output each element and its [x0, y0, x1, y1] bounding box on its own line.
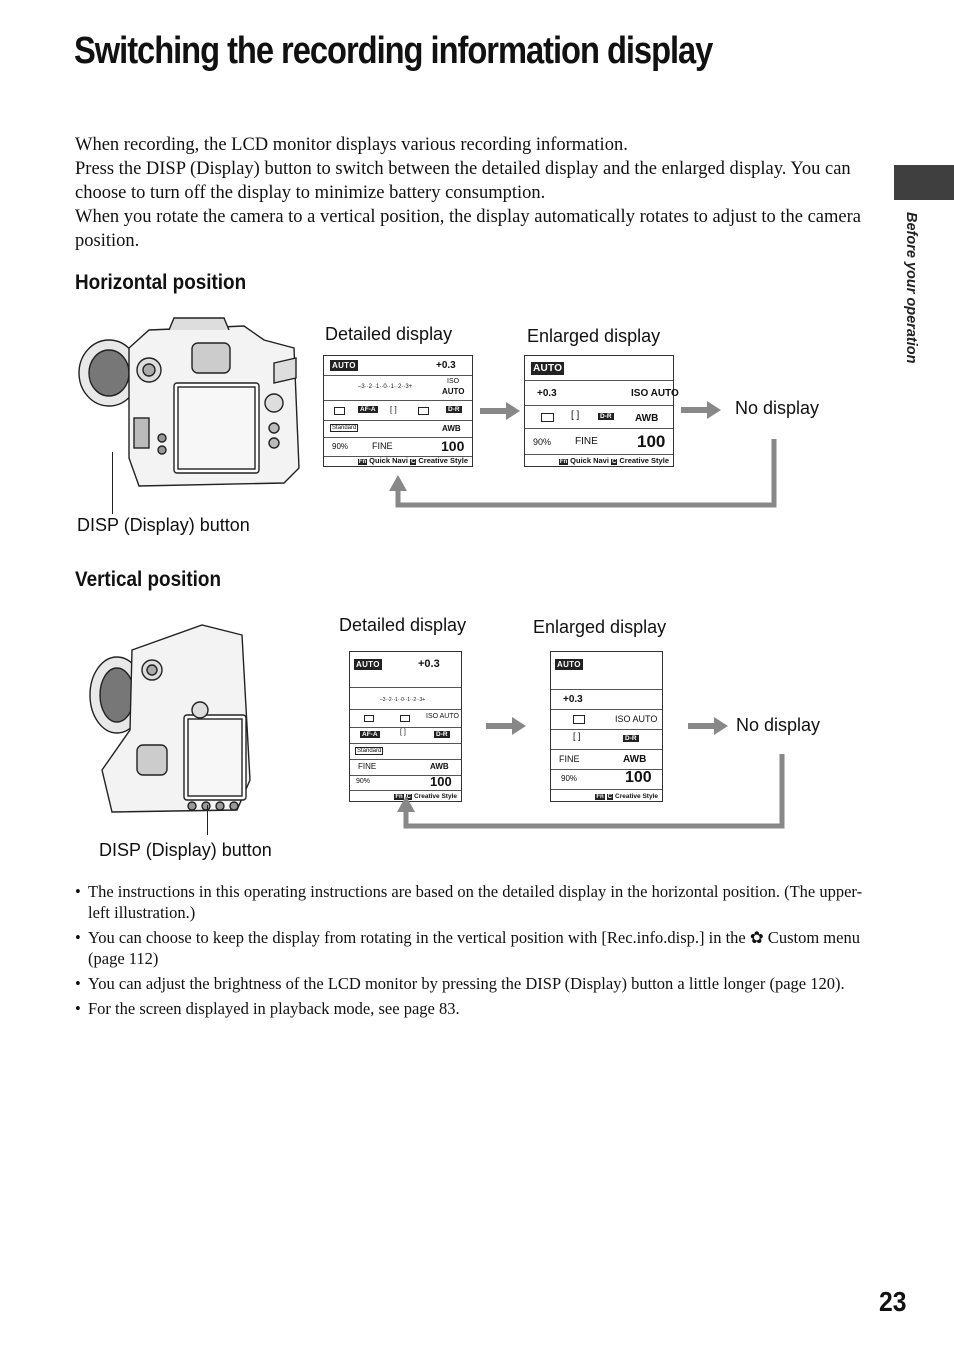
intro-paragraph: Press the DISP (Display) button to switch between the detailed display and the enlarged display. You can choose to turn off the display to minimize battery consumption. [75, 159, 851, 203]
drive-mode-icon [364, 715, 374, 722]
disp-button-caption: DISP (Display) button [99, 840, 272, 860]
auto-mode-icon: AUTO [332, 361, 356, 370]
camera-back-illustration [74, 318, 304, 498]
intro-paragraph: When recording, the LCD monitor displays various recording information. [75, 135, 628, 155]
notes-list [75, 881, 875, 1023]
af-mode-icon: AF-A [362, 731, 378, 738]
af-area-icon: [ ] [400, 729, 406, 736]
af-mode-icon: AF-A [360, 406, 376, 413]
image-quality: FINE [358, 762, 377, 771]
dro-icon: D-R [625, 735, 637, 742]
iso-auto-value: ISO AUTO [426, 713, 459, 720]
battery-level: 90% [561, 774, 578, 783]
image-quality: FINE [372, 441, 393, 451]
creative-style-label: Creative Style [414, 793, 457, 800]
note-item: • You can choose to keep the display from rotating in the vertical position with [Rec.info.disp.] in the ✿ Custom menu (page 112) [75, 928, 860, 968]
battery-level: 90% [533, 437, 552, 447]
c-key-icon: C [612, 459, 617, 465]
fn-key-icon: Fn [358, 459, 367, 465]
remaining-shots: 100 [637, 432, 666, 451]
arrow-right-icon [688, 717, 728, 735]
drive-mode-icon [541, 413, 554, 422]
note-text: The instructions in this operating instructions are based on the detailed display in the horizontal position. (The upper-left illustration.) [88, 882, 863, 922]
image-quality: FINE [559, 754, 580, 764]
vertical-heading: Vertical position [75, 568, 221, 591]
enlarged-display-caption: Enlarged display [527, 326, 661, 346]
dro-icon: D-R [436, 731, 448, 738]
page-title: Switching the recording information display [74, 30, 713, 72]
creative-style-icon: Standard [357, 748, 382, 754]
detailed-display-caption: Detailed display [325, 324, 453, 344]
enlarged-display-caption: Enlarged display [533, 617, 667, 637]
arrow-right-icon [486, 717, 526, 735]
fn-key-icon: Fn [596, 794, 604, 800]
image-quality: FINE [575, 436, 598, 447]
arrow-right-icon [480, 402, 520, 420]
exposure-value: +0.3 [436, 360, 456, 371]
c-key-icon: C [607, 794, 612, 800]
exposure-scale: –3··2··1··0··1··2··3+ [380, 697, 426, 703]
arrow-right-icon [681, 401, 721, 419]
creative-style-label: Creative Style [615, 793, 658, 800]
iso-auto-value: ISO AUTO [615, 714, 658, 724]
disp-button-leader-line [112, 452, 113, 514]
auto-mode-icon: AUTO [356, 660, 380, 669]
return-loop-arrow [388, 437, 780, 509]
exposure-scale: –3··2··1··0··1··2··3+ [358, 384, 413, 390]
white-balance: AWB [635, 413, 659, 424]
drive-mode-icon [573, 715, 585, 724]
c-key-icon: C [411, 459, 416, 465]
exposure-value: +0.3 [418, 658, 440, 670]
note-item: • You can adjust the brightness of the LCD monitor by pressing the DISP (Display) button a little longer (page 120). [75, 974, 845, 993]
note-text: You can adjust the brightness of the LCD monitor by pressing the DISP (Display) button a little longer (page 120). [88, 974, 845, 993]
af-area-icon: [ ] [571, 410, 580, 421]
white-balance: AWB [430, 762, 449, 771]
return-loop-arrow [396, 752, 788, 832]
metering-icon [400, 715, 410, 722]
metering-icon [418, 407, 429, 415]
section-side-label: Before your operation [903, 212, 919, 364]
note-text: You can choose to keep the display from rotating in the vertical position with [Rec.info.disp.] in the ✿ Custom menu (page 112) [88, 928, 860, 968]
dro-icon: D-R [448, 406, 460, 413]
battery-level: 90% [356, 778, 371, 785]
iso-auto-value: AUTO [442, 387, 465, 396]
remaining-shots: 100 [625, 769, 652, 786]
exposure-value: +0.3 [537, 388, 557, 399]
c-key-icon: C [406, 794, 411, 800]
horizontal-heading: Horizontal position [75, 271, 247, 294]
camera-vertical-illustration [82, 620, 262, 820]
dro-icon: D-R [600, 413, 612, 420]
remaining-shots: 100 [441, 438, 465, 454]
creative-style-label: Creative Style [418, 456, 468, 465]
section-tab-marker [894, 165, 954, 200]
white-balance: AWB [623, 754, 647, 765]
intro-paragraph: When you rotate the camera to a vertical position, the display automatically rotates to adjust to the camera position. [75, 207, 861, 251]
fn-key-icon: Fn [559, 459, 568, 465]
quick-navi-label: Quick Navi [369, 456, 408, 465]
no-display-label: No display [735, 398, 820, 418]
drive-mode-icon [334, 407, 345, 415]
fn-key-icon: Fn [395, 794, 403, 800]
auto-mode-icon: AUTO [557, 660, 581, 669]
intro-text [75, 133, 875, 253]
quick-navi-label: Quick Navi [570, 456, 609, 465]
creative-style-icon: Standard [332, 425, 357, 431]
iso-label: ISO [447, 378, 460, 385]
auto-mode-icon: AUTO [533, 363, 563, 374]
remaining-shots: 100 [430, 774, 452, 789]
note-item: • The instructions in this operating instructions are based on the detailed display in the horizontal position. (The upper-left illustration.) [75, 882, 863, 922]
creative-style-label: Creative Style [619, 456, 669, 465]
exposure-value: +0.3 [563, 694, 583, 705]
page-number: 23 [879, 1286, 907, 1317]
af-area-icon: [ ] [573, 731, 581, 741]
white-balance: AWB [442, 424, 461, 433]
af-area-icon: [ ] [390, 405, 397, 414]
no-display-label: No display [736, 715, 821, 735]
detailed-display-caption: Detailed display [339, 615, 467, 635]
battery-level: 90% [332, 442, 349, 451]
note-text: For the screen displayed in playback mode, see page 83. [88, 999, 460, 1018]
disp-button-caption: DISP (Display) button [77, 515, 250, 535]
disp-button-leader-line [207, 805, 208, 835]
note-item: • For the screen displayed in playback mode, see page 83. [75, 999, 460, 1018]
iso-auto-value: ISO AUTO [631, 388, 679, 399]
